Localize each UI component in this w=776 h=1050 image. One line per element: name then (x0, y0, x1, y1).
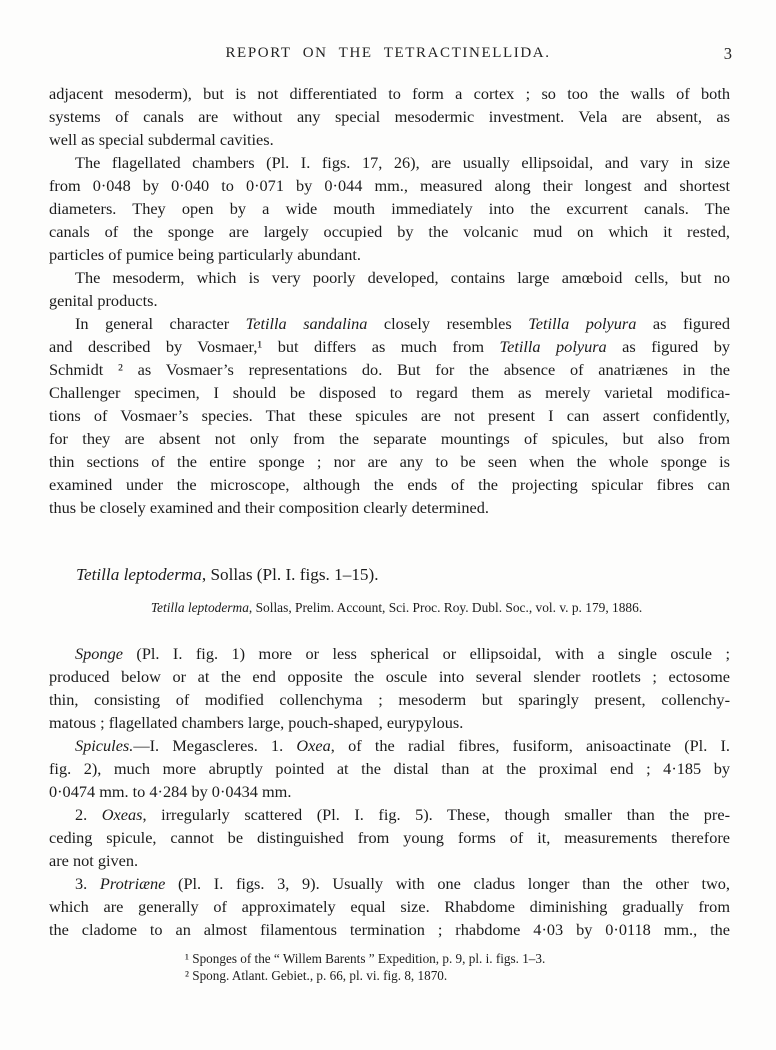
text-line: canals of the sponge are largely occupied by the volcanic mud on which it rested, (49, 222, 730, 241)
text-line: for they are absent not only from the separate mountings of spicules, but also from (49, 429, 730, 448)
text-line: and described by Vosmaer,¹ but differs as much from Tetilla polyura as figured by (49, 337, 730, 356)
text-line: The mesoderm, which is very poorly developed, contains large amœboid cells, but no (75, 268, 730, 287)
text-line: Challenger specimen, I should be disposed to regard them as merely varietal modifica- (49, 383, 730, 402)
footnote-1: ¹ Sponges of the “ Willem Barents ” Expedition, p. 9, pl. i. figs. 1–3. (185, 951, 546, 966)
paragraph (49, 734, 730, 803)
text-line: Spicules.—I. Megascleres. 1. Oxea, of the radial fibres, fusiform, anisoactinate (Pl. I. (75, 736, 730, 755)
text-line: diameters. They open by a wide mouth immediately into the excurrent canals. The (49, 199, 730, 218)
footnote-2: ² Spong. Atlant. Gebiet., p. 66, pl. vi. fig. 8, 1870. (185, 967, 448, 983)
paragraph (49, 803, 730, 872)
body-text (49, 82, 730, 984)
paragraph (49, 151, 730, 266)
text-line: thin, consisting of modified collenchyma ; mesoderm but sparingly present, collenchy- (49, 690, 730, 709)
text-line: tions of Vosmaer’s species. That these spicules are not present I can assert confidently, (49, 406, 730, 425)
text-line: particles of pumice being particularly abundant. (49, 245, 361, 264)
text-line: Schmidt ² as Vosmaer’s representations do. But for the absence of anatriænes in the (49, 360, 730, 379)
text-line: 0·0474 mm. to 4·284 by 0·0434 mm. (49, 782, 292, 801)
paragraph (49, 872, 730, 941)
species-heading: Tetilla leptoderma, Sollas (Pl. I. figs. 1–15). (76, 565, 379, 584)
text-line: are not given. (49, 851, 139, 870)
text-line: which are generally of approximately equal size. Rhabdome diminishing gradually from (49, 897, 730, 916)
text-line: produced below or at the end opposite the oscule into several slender rootlets ; ectosome (49, 667, 730, 686)
text-line: genital products. (49, 291, 158, 310)
text-line: systems of canals are without any special mesodermic investment. Vela are absent, as (49, 107, 730, 126)
text-line: fig. 2), much more abruptly pointed at the distal than at the proximal end ; 4·185 by (49, 759, 730, 778)
text-line: 2. Oxeas, irregularly scattered (Pl. I. fig. 5). These, though smaller than the pre- (75, 805, 730, 824)
running-title: REPORT ON THE TETRACTINELLIDA. (225, 45, 551, 61)
footnotes (185, 951, 730, 984)
paragraph (49, 82, 730, 151)
text-line: thus be closely examined and their composition clearly determined. (49, 498, 489, 517)
text-line: the cladome to an almost filamentous termination ; rhabdome 4·03 by 0·0118 mm., the (49, 920, 730, 939)
paragraph (49, 266, 730, 312)
text-line: Sponge (Pl. I. fig. 1) more or less spherical or ellipsoidal, with a single oscule ; (75, 644, 730, 663)
text-line: matous ; flagellated chambers large, pouch-shaped, eurypylous. (49, 713, 464, 732)
text-line: examined under the microscope, although the ends of the projecting spicular fibres can (49, 475, 730, 494)
paragraph-group-top (49, 82, 730, 519)
paragraph-group-bottom (49, 642, 730, 941)
text-line: In general character Tetilla sandalina closely resembles Tetilla polyura as figured (75, 314, 730, 333)
page-number: 3 (723, 44, 732, 63)
paragraph (49, 312, 730, 519)
text-line: well as special subdermal cavities. (49, 130, 274, 149)
text-line: adjacent mesoderm), but is not differentiated to form a cortex ; so too the walls of both (49, 84, 730, 103)
text-line: ceding spicule, cannot be distinguished from young forms of it, measurements therefore (49, 828, 730, 847)
text-line: thin sections of the entire sponge ; nor are any to be seen when the whole sponge is (49, 452, 730, 471)
paragraph (49, 642, 730, 734)
citation-line: Tetilla leptoderma, Sollas, Prelim. Account, Sci. Proc. Roy. Dubl. Soc., vol. v. p. 179, 1886. (150, 600, 643, 615)
text-line: The flagellated chambers (Pl. I. figs. 17, 26), are usually ellipsoidal, and vary in size (75, 153, 730, 172)
text-line: from 0·048 by 0·040 to 0·071 by 0·044 mm., measured along their longest and shortest (49, 176, 730, 195)
text-line: 3. Protriæne (Pl. I. figs. 3, 9). Usually with one cladus longer than the other two, (75, 874, 731, 893)
